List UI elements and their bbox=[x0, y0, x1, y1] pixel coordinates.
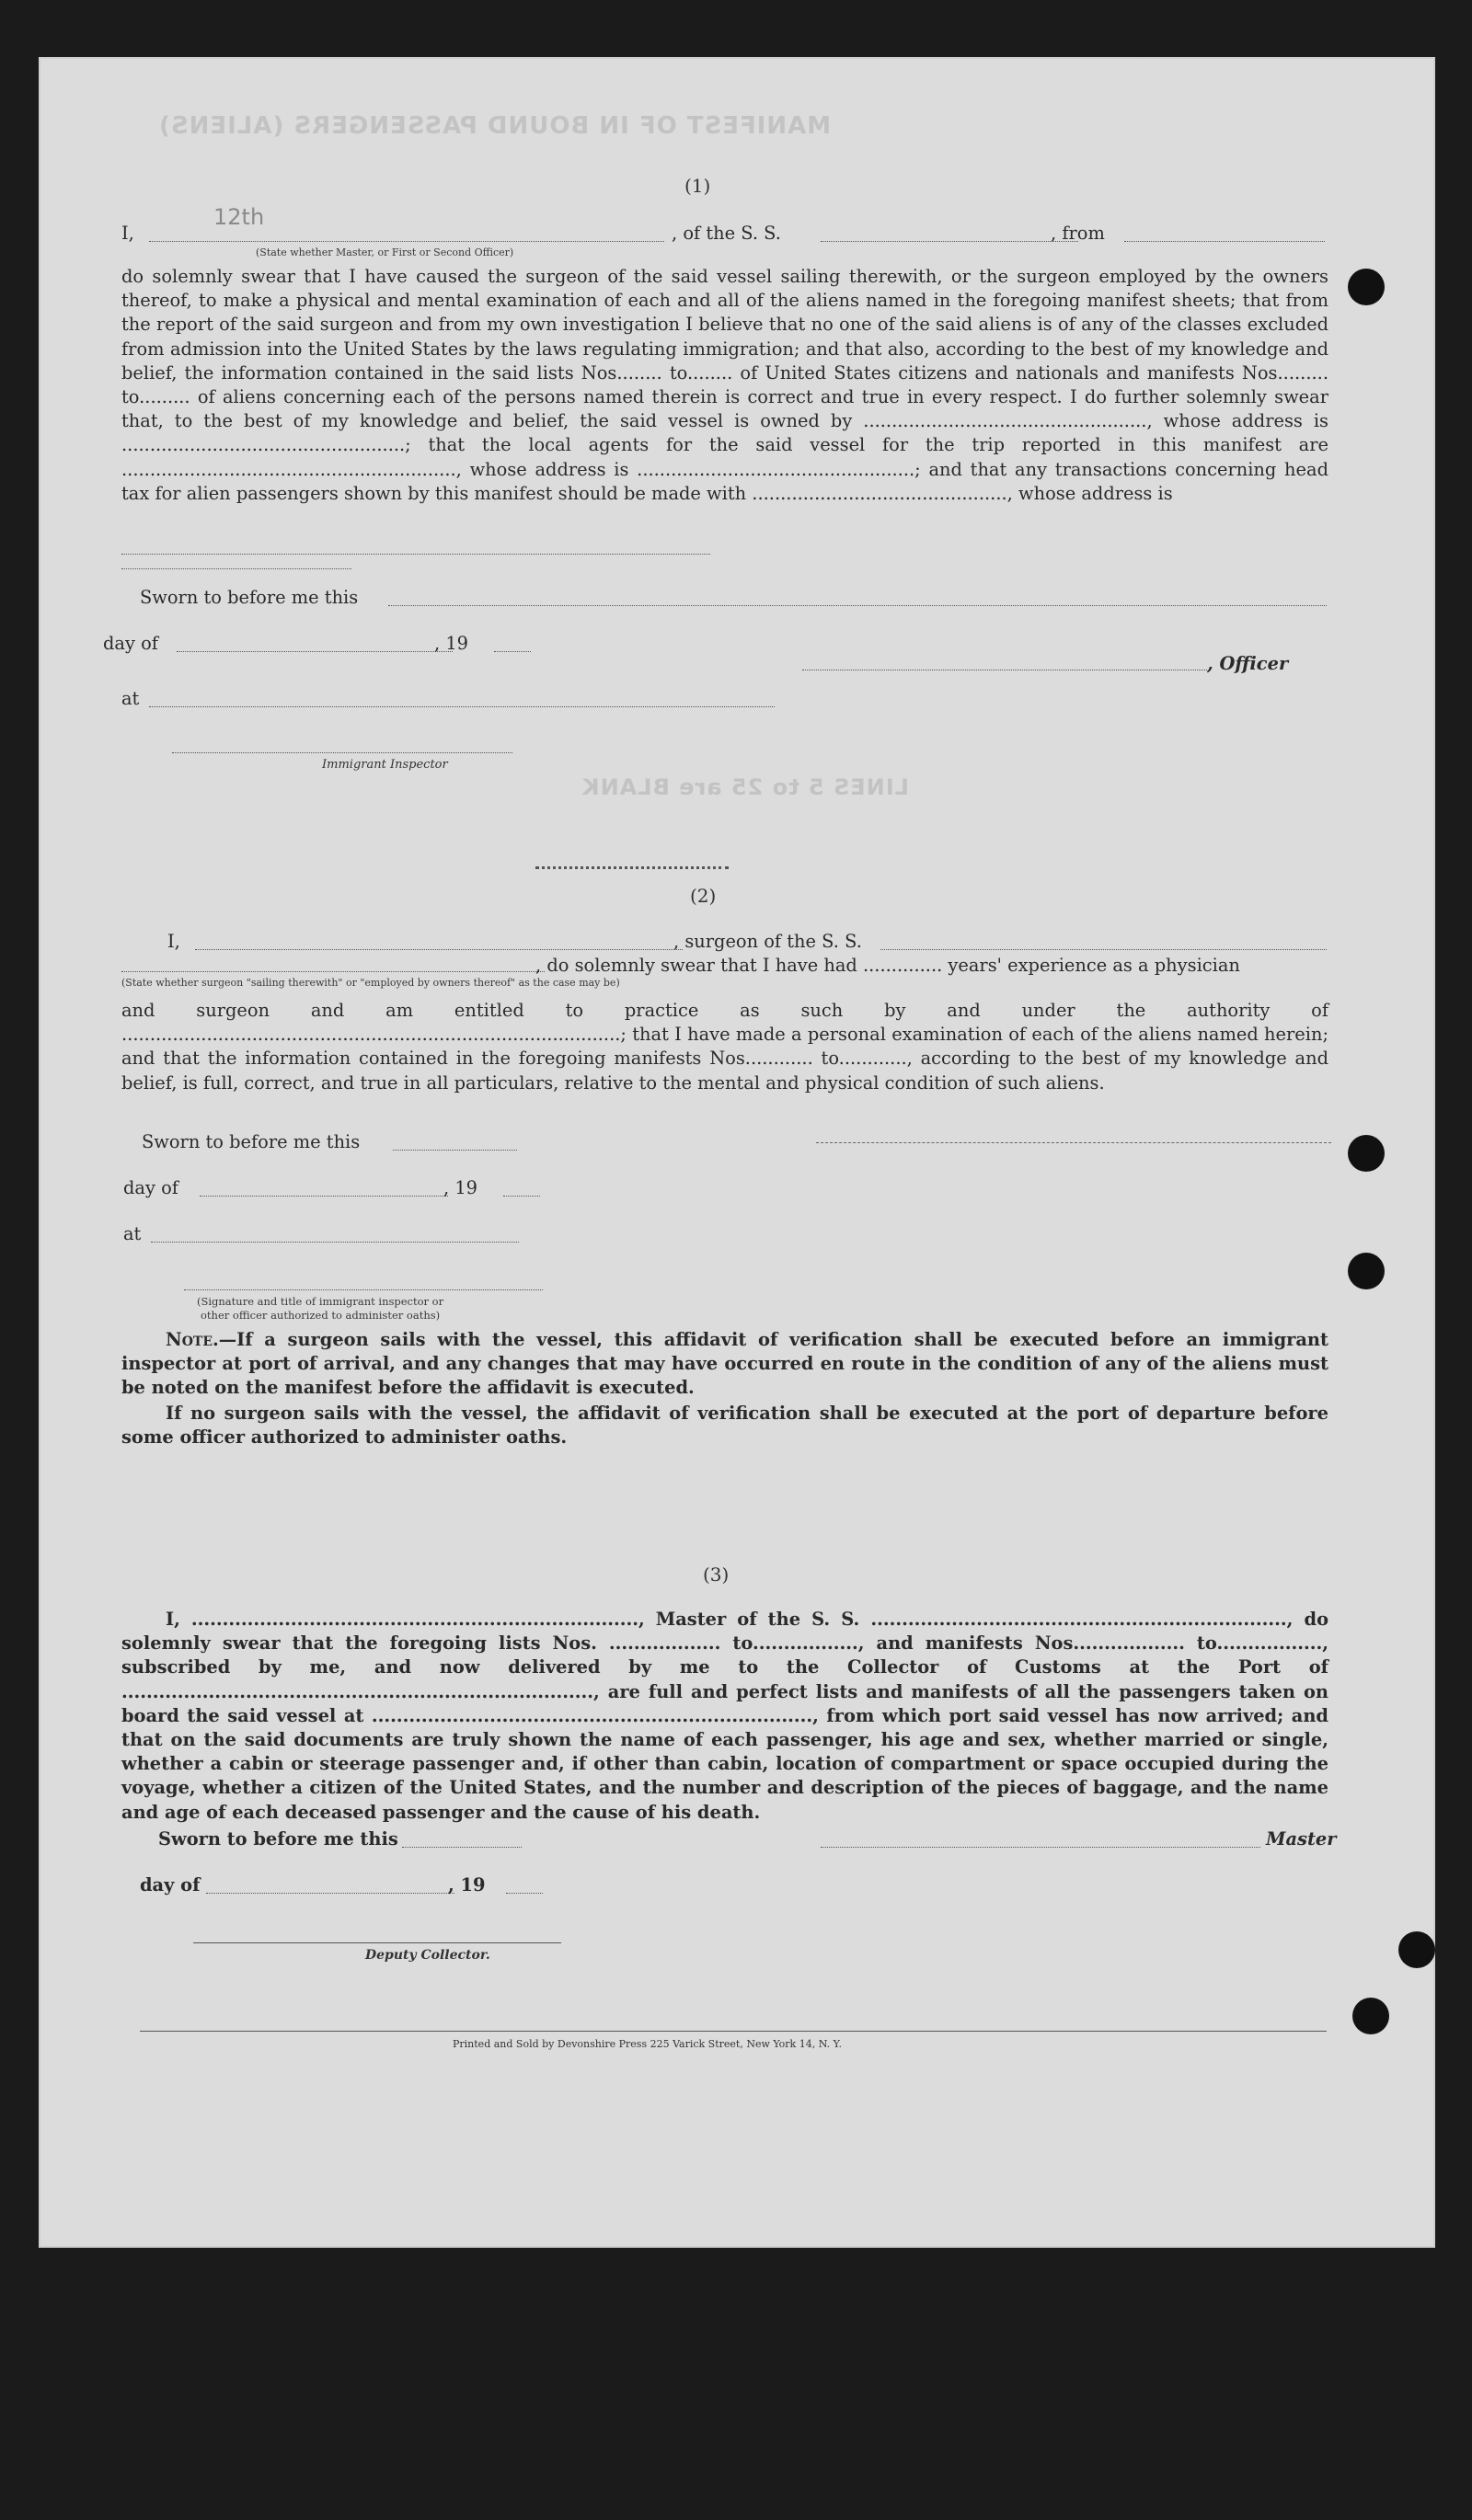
section-1-number: (1) bbox=[684, 175, 711, 197]
year-blank-1[interactable] bbox=[494, 651, 531, 652]
at-label-1: at bbox=[121, 688, 140, 709]
signature-caption-line-2: other officer authorized to administer oaths) bbox=[201, 1309, 441, 1322]
from-label: , from bbox=[1051, 223, 1105, 244]
binder-hole bbox=[1348, 269, 1385, 305]
year-label-2: , 19 bbox=[443, 1177, 478, 1198]
from-port-blank[interactable] bbox=[1124, 241, 1325, 242]
surgeon-status-blank[interactable] bbox=[121, 971, 545, 972]
year-blank-2[interactable] bbox=[503, 1196, 540, 1197]
at-place-blank-2[interactable] bbox=[151, 1242, 519, 1243]
vessel-name-blank[interactable] bbox=[821, 241, 1078, 242]
bleed-through-middle: LINES 5 to 25 are BLANK bbox=[581, 774, 909, 800]
section-2-paragraph: and surgeon and am entitled to practice as such by and under the authority of ........................................................................................; that I have made a personal examination of each of the aliens named herein; and that the information contained in the foregoing manifests Nos............ to............, according to the best of my knowledge and belief, is full, correct, and true in all particulars, relative to the mental and physical condition of such aliens. bbox=[121, 1000, 1328, 1094]
master-name-blank[interactable] bbox=[149, 241, 664, 242]
sworn-label-2: Sworn to before me this bbox=[142, 1131, 361, 1152]
oath-prefix: I, bbox=[121, 223, 134, 244]
section-3-paragraph: I, ........................................................................, Master of the S. S. ..................................................................., do solemnly swear that the foregoing lists Nos. .................. to................., and manifests Nos.................. to................., subscribed by me, and now delivered by me to the Collector of Customs at the Port of ............................................................................, are full and perfect lists and manifests of all the passengers taken on board the said vessel at ......................................................................., from which port said vessel has now arrived; and that on the said documents are truly shown the name of each passenger, his age and sex, whether married or single, whether a cabin or steerage passenger and, if other than cabin, location of compartment or space occupied during the voyage, whether a citizen of the United States, and the number and description of the pieces of baggage, and the name and age of each deceased passenger and the cause of his death. bbox=[121, 1609, 1328, 1823]
sworn-date-blank-3[interactable] bbox=[402, 1847, 522, 1848]
head-tax-address-blank[interactable] bbox=[121, 554, 710, 555]
binder-hole bbox=[1348, 1253, 1385, 1289]
document-page bbox=[39, 57, 1435, 2248]
vessel-label: , of the S. S. bbox=[672, 223, 781, 244]
surgeon-vessel-blank[interactable] bbox=[880, 949, 1327, 950]
binder-hole bbox=[1352, 1998, 1389, 2034]
binder-hole bbox=[1348, 1135, 1385, 1172]
section-3-number: (3) bbox=[703, 1564, 730, 1586]
year-label-3: , 19 bbox=[448, 1874, 486, 1896]
immigrant-inspector-caption: Immigrant Inspector bbox=[322, 758, 448, 772]
bleed-through-header: MANIFEST OF IN BOUND PASSENGERS (ALIENS) bbox=[158, 112, 832, 140]
section-1-paragraph: do solemnly swear that I have caused the surgeon of the said vessel sailing therewith, or the surgeon employed by the owners thereof, to make a physical and mental examination of each and all of the aliens named in the foregoing manifest sheets; that from the report of the said surgeon and from my own investigation I believe that no one of the said aliens is of any of the classes excluded from admission into the United States by the laws regulating immigration; and that also, according to the best of my knowledge and belief, the information contained in the said lists Nos........ to........ of United States citizens and nationals and manifests Nos......... to......... of aliens concerning each of the persons named therein is correct and true in every respect. I do further solemnly swear that, to the best of my knowledge and belief, the said vessel is owned by .................................................., whose address is ..................................................; that the local agents for the said vessel for the trip reported in this manifest are ..........................................................., whose address is .................................................; and that any transactions concerning head tax for alien passengers shown by this manifest should be made with ............................................., whose address is bbox=[121, 266, 1328, 504]
inspector-signature-blank-1[interactable] bbox=[172, 752, 512, 753]
surgeon-status-caption: (State whether surgeon "sailing therewith" or "employed by owners thereof" as the case may be) bbox=[121, 977, 620, 989]
note-paragraph-1 bbox=[121, 1328, 1328, 1401]
day-of-blank-3[interactable] bbox=[206, 1893, 454, 1894]
note-text-1: —If a surgeon sails with the vessel, this affidavit of verification shall be executed before an immigrant inspector at port of arrival, and any changes that may have occurred en route in the condition of any of the aliens must be noted on the manifest before the affidavit is executed. bbox=[121, 1329, 1328, 1399]
deputy-collector-caption: Deputy Collector. bbox=[365, 1948, 490, 1963]
head-tax-address-blank-2[interactable] bbox=[121, 568, 351, 569]
signature-caption-line-1: (Signature and title of immigrant inspector or bbox=[197, 1295, 444, 1308]
master-label: Master bbox=[1266, 1828, 1337, 1850]
note-paragraph-2: If no surgeon sails with the vessel, the affidavit of verification shall be executed at the port of departure before some officer authorized to administer oaths. bbox=[121, 1403, 1328, 1449]
day-of-label-3: day of bbox=[140, 1874, 201, 1896]
year-blank-3[interactable] bbox=[506, 1893, 543, 1894]
section-1-oath-line bbox=[121, 223, 134, 244]
day-of-label-1 bbox=[103, 633, 158, 654]
officer-rank-caption: (State whether Master, or First or Second Officer) bbox=[256, 246, 514, 258]
day-of-text: day of bbox=[103, 633, 158, 654]
printer-imprint: Printed and Sold by Devonshire Press 225 Varick Street, New York 14, N. Y. bbox=[453, 2038, 842, 2050]
surgeon-signature-blank[interactable] bbox=[816, 1142, 1331, 1143]
day-of-label-2: day of bbox=[123, 1177, 178, 1198]
surgeon-name-blank[interactable] bbox=[195, 949, 683, 950]
at-place-blank-1[interactable] bbox=[149, 706, 775, 707]
sworn-label-3: Sworn to before me this bbox=[158, 1828, 398, 1850]
year-label-1: , 19 bbox=[434, 633, 469, 654]
sworn-date-blank-1[interactable] bbox=[388, 605, 1327, 606]
section-divider bbox=[535, 866, 729, 869]
footer-rule bbox=[140, 2031, 1327, 2032]
officer-label: , Officer bbox=[1207, 653, 1289, 674]
collector-signature-blank[interactable] bbox=[193, 1942, 561, 1943]
surgeon-of-label: , surgeon of the S. S. bbox=[673, 931, 862, 952]
inspector-signature-blank-2[interactable] bbox=[184, 1289, 543, 1290]
note-label: Note. bbox=[166, 1329, 219, 1350]
surgeon-experience-line: , do solemnly swear that I have had .............. years' experience as a physician bbox=[535, 955, 1240, 976]
sworn-date-blank-2[interactable] bbox=[393, 1150, 517, 1151]
handwritten-mark: 12th bbox=[213, 204, 265, 230]
section-2-number: (2) bbox=[690, 885, 717, 907]
day-of-blank-2[interactable] bbox=[200, 1196, 448, 1197]
day-of-blank-1[interactable] bbox=[177, 651, 453, 652]
master-signature-blank[interactable] bbox=[821, 1847, 1260, 1848]
at-label-2: at bbox=[123, 1223, 142, 1244]
section-2-prefix: I, bbox=[167, 931, 180, 952]
binder-hole bbox=[1398, 1931, 1435, 1968]
sworn-label-1: Sworn to before me this bbox=[140, 587, 359, 608]
